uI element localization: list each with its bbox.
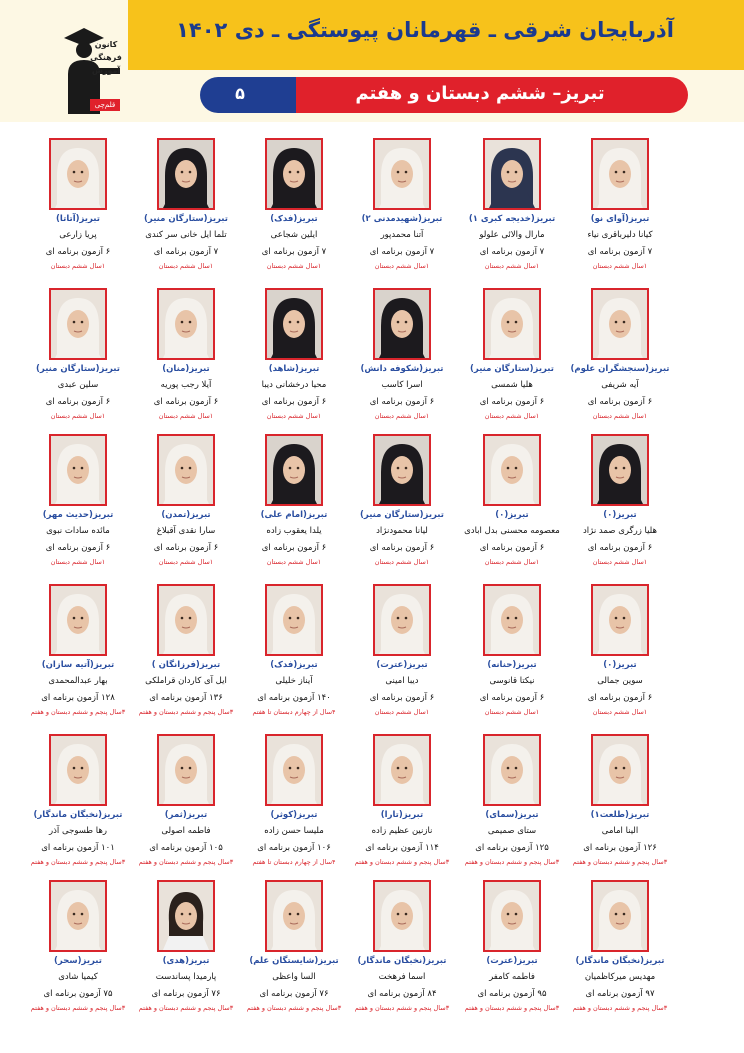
logo-text: کانون فرهنگی آموزش xyxy=(90,40,122,75)
grade-years: ۱سال ششم دبستان xyxy=(592,412,648,420)
grade-years: ۱سال ششم دبستان xyxy=(50,262,106,270)
student-photo xyxy=(591,138,649,210)
school-name: تبریز(نخبگان ماندگار) xyxy=(33,810,123,820)
portrait-icon xyxy=(485,586,539,654)
portrait-icon xyxy=(593,140,647,208)
exam-count: ۸۴ آزمون برنامه ای xyxy=(367,989,437,999)
portrait-icon xyxy=(375,586,429,654)
grade-years: ۱سال ششم دبستان xyxy=(592,708,648,716)
school-name: تبریز(سنجشگران علوم) xyxy=(570,364,670,374)
student-name: محیا درخشانی دیبا xyxy=(261,380,327,390)
student-card xyxy=(460,730,564,875)
exam-count: ۶ آزمون برنامه ای xyxy=(369,693,435,703)
grade-years: ۳سال پنجم و ششم دبستان و هفتم xyxy=(572,858,668,866)
student-card xyxy=(350,430,454,575)
grade-years: ۱سال ششم دبستان xyxy=(266,262,322,270)
student-name: نیکتا قانوسی xyxy=(489,676,535,686)
school-name: تبریز(آتیه سازان) xyxy=(41,660,115,670)
student-photo xyxy=(591,880,649,952)
exam-count: ۶ آزمون برنامه ای xyxy=(153,397,219,407)
school-name: تبریز(۰) xyxy=(603,660,637,670)
exam-count: ۱۲۸ آزمون برنامه ای xyxy=(41,693,115,703)
portrait-icon xyxy=(485,882,539,950)
student-card xyxy=(568,730,672,875)
student-name: آیلا رجب پوریه xyxy=(160,380,212,390)
student-card xyxy=(26,876,130,1021)
portrait-icon xyxy=(267,882,321,950)
student-name: مارال والائی علولو xyxy=(479,230,545,240)
exam-count: ۶ آزمون برنامه ای xyxy=(261,397,327,407)
portrait-icon xyxy=(159,736,213,804)
student-photo xyxy=(373,434,431,506)
student-name: معصومه محسنی بدل ابادی xyxy=(464,526,560,536)
student-card xyxy=(350,876,454,1021)
grade-years: ۱سال ششم دبستان xyxy=(50,558,106,566)
exam-count: ۱۱۴ آزمون برنامه ای xyxy=(365,843,439,853)
school-name: تبریز(شاهد) xyxy=(268,364,320,374)
student-card xyxy=(242,430,346,575)
exam-count: ۶ آزمون برنامه ای xyxy=(369,397,435,407)
student-name: دیبا امینی xyxy=(385,676,419,686)
student-card xyxy=(460,284,564,429)
school-name: تبریز(آتاتا) xyxy=(56,214,100,224)
grade-years: ۳سال پنجم و ششم دبستان و هفتم xyxy=(354,858,450,866)
exam-count: ۶ آزمون برنامه ای xyxy=(153,543,219,553)
exam-count: ۷۶ آزمون برنامه ای xyxy=(259,989,329,999)
student-card xyxy=(26,284,130,429)
exam-count: ۷ آزمون برنامه ای xyxy=(153,247,219,257)
school-name: تبریز(حنانه) xyxy=(487,660,537,670)
student-card xyxy=(134,580,238,725)
student-card xyxy=(242,876,346,1021)
student-photo xyxy=(483,880,541,952)
school-name: تبریز(فدک) xyxy=(270,660,318,670)
student-photo xyxy=(49,434,107,506)
school-name: تبریز(ستارگان منیر) xyxy=(470,364,554,374)
grade-years: ۳سال پنجم و ششم دبستان و هفتم xyxy=(30,1004,126,1012)
student-name: تلما ایل خانی سر کندی xyxy=(145,230,227,240)
grade-years: ۴سال از چهارم دبستان تا هفتم xyxy=(252,858,336,866)
student-photo xyxy=(49,138,107,210)
student-photo xyxy=(49,880,107,952)
grade-years: ۱سال ششم دبستان xyxy=(592,262,648,270)
school-name: تبریز(شایستگان علم) xyxy=(249,956,339,966)
student-card xyxy=(26,430,130,575)
student-name: سوین جمالی xyxy=(597,676,643,686)
student-name: ایلین شجاعی xyxy=(270,230,318,240)
student-photo xyxy=(483,734,541,806)
portrait-icon xyxy=(267,736,321,804)
student-card xyxy=(242,580,346,725)
school-name: تبریز(۰) xyxy=(603,510,637,520)
exam-count: ۱۰۵ آزمون برنامه ای xyxy=(149,843,223,853)
exam-count: ۱۲۶ آزمون برنامه ای xyxy=(583,843,657,853)
student-name: سارا نقدی آقبلاغ xyxy=(156,526,216,536)
portrait-icon xyxy=(375,882,429,950)
student-card xyxy=(134,284,238,429)
portrait-icon xyxy=(159,436,213,504)
student-name: الینا امامی xyxy=(601,826,639,836)
student-photo xyxy=(373,288,431,360)
portrait-icon xyxy=(51,140,105,208)
student-name: ملیسا حسن زاده xyxy=(264,826,324,836)
portrait-icon xyxy=(485,290,539,358)
exam-count: ۹۵ آزمون برنامه ای xyxy=(477,989,547,999)
student-photo xyxy=(373,880,431,952)
student-card xyxy=(350,580,454,725)
logo-tag: قلم‌چی xyxy=(90,99,120,111)
student-name: هلیا شمسی xyxy=(491,380,533,390)
student-photo xyxy=(483,288,541,360)
school-name: تبریز(ستارگان منیر) xyxy=(144,214,228,224)
school-name: تبریز(فدک) xyxy=(270,214,318,224)
portrait-icon xyxy=(267,140,321,208)
student-name: پریا زارعی xyxy=(59,230,97,240)
student-photo xyxy=(265,434,323,506)
student-name: آتنا محمدپور xyxy=(380,230,424,240)
grade-years: ۱سال ششم دبستان xyxy=(266,412,322,420)
student-card xyxy=(134,876,238,1021)
student-name: ستای صمیمی xyxy=(487,826,537,836)
school-name: تبریز(عترت) xyxy=(376,660,428,670)
exam-count: ۶ آزمون برنامه ای xyxy=(479,693,545,703)
page-header xyxy=(0,0,744,122)
student-photo xyxy=(483,584,541,656)
student-photo xyxy=(265,138,323,210)
school-name: تبریز(شکوفه دانش) xyxy=(360,364,444,374)
page-subtitle: تبریز– ششم دبستان و هفتم xyxy=(355,83,605,104)
exam-count: ۹۷ آزمون برنامه ای xyxy=(585,989,655,999)
school-name: تبریز(نخبگان ماندگار) xyxy=(357,956,447,966)
school-name: تبریز(تمدن) xyxy=(161,510,211,520)
student-name: آیه شریفی xyxy=(601,380,639,390)
student-card xyxy=(460,430,564,575)
exam-count: ۱۴۰ آزمون برنامه ای xyxy=(257,693,331,703)
exam-count: ۷ آزمون برنامه ای xyxy=(587,247,653,257)
school-name: تبریز(۰) xyxy=(495,510,529,520)
student-card xyxy=(568,580,672,725)
student-name: پارمیدا پساندست xyxy=(155,972,217,982)
portrait-icon xyxy=(593,586,647,654)
grade-years: ۱سال ششم دبستان xyxy=(484,708,540,716)
student-name: کیمیا شادی xyxy=(58,972,98,982)
exam-count: ۶ آزمون برنامه ای xyxy=(587,693,653,703)
student-photo xyxy=(591,288,649,360)
student-name: ایل آی کاردان قراملکی xyxy=(145,676,227,686)
student-card xyxy=(568,876,672,1021)
grade-years: ۳سال پنجم و ششم دبستان و هفتم xyxy=(246,1004,342,1012)
student-card xyxy=(242,134,346,279)
grade-years: ۳سال پنجم و ششم دبستان و هفتم xyxy=(464,1004,560,1012)
grade-years: ۱سال ششم دبستان xyxy=(158,412,214,420)
grade-years: ۱سال ششم دبستان xyxy=(592,558,648,566)
grade-years: ۱سال ششم دبستان xyxy=(158,558,214,566)
grade-years: ۴سال از چهارم دبستان تا هفتم xyxy=(252,708,336,716)
portrait-icon xyxy=(51,290,105,358)
exam-count: ۱۰۱ آزمون برنامه ای xyxy=(41,843,115,853)
grade-years: ۱سال ششم دبستان xyxy=(374,262,430,270)
student-photo xyxy=(157,734,215,806)
grade-years: ۱سال ششم دبستان xyxy=(484,262,540,270)
student-card xyxy=(350,730,454,875)
exam-count: ۱۰۶ آزمون برنامه ای xyxy=(257,843,331,853)
student-photo xyxy=(157,584,215,656)
grade-years: ۳سال پنجم و ششم دبستان و هفتم xyxy=(572,1004,668,1012)
student-photo xyxy=(157,138,215,210)
student-name: مهدیس میرکاظمیان xyxy=(584,972,656,982)
student-photo xyxy=(157,880,215,952)
student-card xyxy=(460,580,564,725)
student-card xyxy=(26,730,130,875)
grade-years: ۱سال ششم دبستان xyxy=(266,558,322,566)
school-name: تبریز(آوای نو) xyxy=(590,214,650,224)
school-name: تبریز(عترت) xyxy=(486,956,538,966)
school-name: تبریز(نخبگان ماندگار) xyxy=(575,956,665,966)
grade-years: ۱سال ششم دبستان xyxy=(50,412,106,420)
exam-count: ۷ آزمون برنامه ای xyxy=(369,247,435,257)
page-title: آذربایجان شرقی ـ قهرمانان پیوستگی ـ دی ۱۴۰۲ xyxy=(176,18,674,42)
student-name: یلدا یعقوب زاده xyxy=(266,526,322,536)
portrait-icon xyxy=(159,140,213,208)
student-card xyxy=(568,430,672,575)
portrait-icon xyxy=(51,586,105,654)
school-name: تبریز(سمای) xyxy=(485,810,539,820)
grade-years: ۱سال ششم دبستان xyxy=(374,558,430,566)
student-photo xyxy=(265,288,323,360)
school-name: تبریز(سحر) xyxy=(54,956,102,966)
school-name: تبریز(هدی) xyxy=(162,956,210,966)
students-grid xyxy=(8,134,736,1034)
student-photo xyxy=(49,734,107,806)
portrait-icon xyxy=(593,736,647,804)
student-card xyxy=(350,134,454,279)
exam-count: ۷ آزمون برنامه ای xyxy=(261,247,327,257)
student-card xyxy=(134,730,238,875)
portrait-icon xyxy=(593,436,647,504)
school-name: تبریز(فرزانگان ) xyxy=(151,660,221,670)
school-name: تبریز(ستارگان منیر) xyxy=(360,510,444,520)
student-card xyxy=(242,284,346,429)
grade-years: ۱سال ششم دبستان xyxy=(158,262,214,270)
school-name: تبریز(منان) xyxy=(162,364,210,374)
student-photo xyxy=(265,880,323,952)
student-name: اسما فرهخت xyxy=(378,972,426,982)
grade-years: ۳سال پنجم و ششم دبستان و هفتم xyxy=(138,858,234,866)
portrait-icon xyxy=(159,882,213,950)
exam-count: ۶ آزمون برنامه ای xyxy=(45,543,111,553)
student-name: آیناز خلیلی xyxy=(275,676,313,686)
student-photo xyxy=(591,434,649,506)
student-photo xyxy=(373,584,431,656)
grade-years: ۳سال پنجم و ششم دبستان و هفتم xyxy=(30,858,126,866)
portrait-icon xyxy=(375,436,429,504)
exam-count: ۷۶ آزمون برنامه ای xyxy=(151,989,221,999)
student-name: رها طسوجی آذر xyxy=(49,826,107,836)
student-name: هلیا زرگری صمد نژاد xyxy=(583,526,657,536)
student-photo xyxy=(49,288,107,360)
portrait-icon xyxy=(267,586,321,654)
portrait-icon xyxy=(267,436,321,504)
portrait-icon xyxy=(51,736,105,804)
school-name: تبریز(ستارگان منیر) xyxy=(36,364,120,374)
grade-years: ۳سال پنجم و ششم دبستان و هفتم xyxy=(138,708,234,716)
portrait-icon xyxy=(159,586,213,654)
student-card xyxy=(134,430,238,575)
student-card xyxy=(568,284,672,429)
student-photo xyxy=(157,434,215,506)
school-name: تبریز(خدیجه کبری ۱) xyxy=(468,214,556,224)
student-card xyxy=(460,876,564,1021)
student-name: سلین عبدی xyxy=(57,380,99,390)
student-card xyxy=(26,134,130,279)
school-name: تبریز(طلعت۱) xyxy=(590,810,650,820)
portrait-icon xyxy=(375,290,429,358)
portrait-icon xyxy=(159,290,213,358)
exam-count: ۶ آزمون برنامه ای xyxy=(45,397,111,407)
school-name: تبریز(ثمر) xyxy=(164,810,208,820)
portrait-icon xyxy=(485,436,539,504)
student-name: کیانا دلیرباقری نیاء xyxy=(587,230,653,240)
school-name: تبریز(تارا) xyxy=(380,810,424,820)
grade-years: ۱سال ششم دبستان xyxy=(374,412,430,420)
grade-years: ۳سال پنجم و ششم دبستان و هفتم xyxy=(30,708,126,716)
portrait-icon xyxy=(51,436,105,504)
student-name: بهار عبدالمحمدی xyxy=(48,676,108,686)
student-name: مائده سادات نبوی xyxy=(46,526,110,536)
student-photo xyxy=(373,138,431,210)
student-photo xyxy=(483,138,541,210)
student-name: فاطمه اصولی xyxy=(161,826,211,836)
student-card xyxy=(134,134,238,279)
student-photo xyxy=(591,584,649,656)
student-card xyxy=(242,730,346,875)
exam-count: ۶ آزمون برنامه ای xyxy=(479,397,545,407)
portrait-icon xyxy=(267,290,321,358)
exam-count: ۱۲۵ آزمون برنامه ای xyxy=(475,843,549,853)
portrait-icon xyxy=(593,882,647,950)
exam-count: ۶ آزمون برنامه ای xyxy=(369,543,435,553)
exam-count: ۷۵ آزمون برنامه ای xyxy=(43,989,113,999)
exam-count: ۱۳۶ آزمون برنامه ای xyxy=(149,693,223,703)
student-photo xyxy=(591,734,649,806)
school-name: تبریز(امام علی) xyxy=(260,510,328,520)
exam-count: ۶ آزمون برنامه ای xyxy=(45,247,111,257)
student-photo xyxy=(373,734,431,806)
grade-years: ۳سال پنجم و ششم دبستان و هفتم xyxy=(464,858,560,866)
portrait-icon xyxy=(375,736,429,804)
student-name: فاطمه کامفر xyxy=(489,972,535,982)
student-card xyxy=(350,284,454,429)
portrait-icon xyxy=(485,736,539,804)
exam-count: ۶ آزمون برنامه ای xyxy=(479,543,545,553)
student-name: السا واعظی xyxy=(272,972,316,982)
exam-count: ۷ آزمون برنامه ای xyxy=(479,247,545,257)
exam-count: ۶ آزمون برنامه ای xyxy=(587,543,653,553)
student-photo xyxy=(265,584,323,656)
portrait-icon xyxy=(51,882,105,950)
grade-years: ۱سال ششم دبستان xyxy=(374,708,430,716)
student-photo xyxy=(483,434,541,506)
portrait-icon xyxy=(485,140,539,208)
grade-years: ۳سال پنجم و ششم دبستان و هفتم xyxy=(138,1004,234,1012)
grade-years: ۱سال ششم دبستان xyxy=(484,558,540,566)
student-name: نازنین عظیم زاده xyxy=(371,826,433,836)
student-photo xyxy=(265,734,323,806)
grade-years: ۳سال پنجم و ششم دبستان و هفتم xyxy=(354,1004,450,1012)
exam-count: ۶ آزمون برنامه ای xyxy=(261,543,327,553)
student-name: لیانا محمودنژاد xyxy=(376,526,428,536)
portrait-icon xyxy=(375,140,429,208)
school-name: تبریز(حدیث مهر) xyxy=(42,510,114,520)
student-name: اسرا کاسب xyxy=(381,380,423,390)
school-name: تبریز(شهیدمدنی ۲) xyxy=(361,214,443,224)
school-name: تبریز(کوثر) xyxy=(270,810,318,820)
student-photo xyxy=(157,288,215,360)
exam-count: ۶ آزمون برنامه ای xyxy=(587,397,653,407)
student-card xyxy=(460,134,564,279)
student-card xyxy=(568,134,672,279)
portrait-icon xyxy=(593,290,647,358)
page-number: ۵ xyxy=(235,84,245,103)
student-card xyxy=(26,580,130,725)
student-photo xyxy=(49,584,107,656)
grade-years: ۱سال ششم دبستان xyxy=(484,412,540,420)
